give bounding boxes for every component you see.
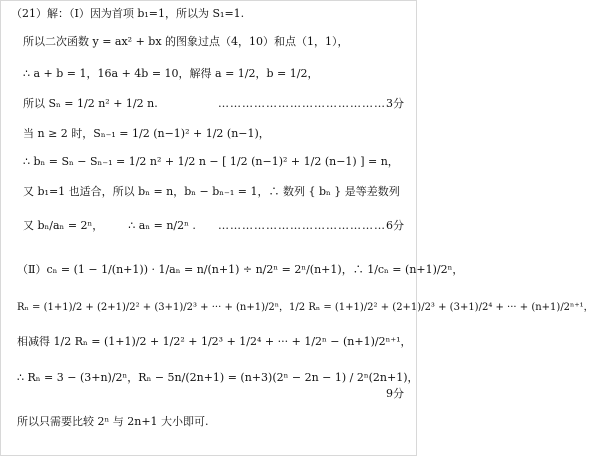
score-mark-3 [218, 97, 404, 111]
score-6-label: 6分 [386, 219, 404, 232]
dots-leader: …………………………………… [218, 97, 386, 110]
rn-series-text: Rₙ = (1+1)/2 + (2+1)/2² + (3+1)/2³ + ··· + (n+1)/2ⁿ，1/2 Rₙ = (1+1)/2² + (2+1)/2³ + (3+1)/2⁴ + ··· + (n+1)/2ⁿ⁺¹， [17, 302, 594, 313]
an-formula-text: ∴ aₙ = n/2ⁿ . [128, 219, 196, 232]
score-mark-6 [218, 219, 404, 233]
sn-formula-text: 所以 Sₙ = 1/2 n² + 1/2 n. [23, 97, 158, 110]
line-an-formula [23, 219, 196, 233]
bn-over-an-text: 又 bₙ/aₙ = 2ⁿ， [23, 219, 104, 232]
line-bn-derivation [23, 155, 399, 169]
line-function-statement [23, 35, 349, 49]
score-3-label: 3分 [386, 97, 404, 110]
line-rn-series [17, 301, 594, 315]
line-part-two-cn [17, 263, 463, 277]
score-mark-9 [386, 387, 404, 401]
line-subtraction [17, 335, 412, 349]
rn-result-text: ∴ Rₙ = 3 − (3+n)/2ⁿ，Rₙ − 5n/(2n+1) = (n+3)(2ⁿ − 2n − 1) / 2ⁿ(2n+1)， [17, 371, 419, 384]
dots-leader: …………………………………… [218, 219, 386, 232]
solve-ab-text: ∴ a + b = 1，16a + 4b = 10，解得 a = 1/2，b = 1/2， [23, 67, 319, 80]
subtraction-text: 相减得 1/2 Rₙ = (1+1)/2 + 1/2² + 1/2³ + 1/2⁴ + ··· + 1/2ⁿ − (n+1)/2ⁿ⁺¹， [17, 335, 412, 348]
line-conclusion [17, 415, 209, 429]
conclusion-text: 所以只需要比较 2ⁿ 与 2n+1 大小即可. [17, 415, 209, 428]
problem-header-text: （21）解：（Ⅰ）因为首项 b₁=1，所以为 S₁=1. [11, 7, 245, 20]
line-rn-result [17, 371, 419, 385]
line-sn-formula [23, 97, 158, 111]
bn-derivation-text: ∴ bₙ = Sₙ − Sₙ₋₁ = 1/2 n² + 1/2 n − [ 1/2 (n−1)² + 1/2 (n−1) ] = n， [23, 155, 399, 168]
line-problem-header [11, 7, 244, 21]
score-9-label: 9分 [386, 387, 404, 400]
line-sn-minus-1 [23, 127, 270, 141]
sn-minus-1-text: 当 n ≥ 2 时，Sₙ₋₁ = 1/2 (n−1)² + 1/2 (n−1)， [23, 127, 270, 140]
line-arithmetic-sequence [23, 185, 400, 199]
line-solve-ab [23, 67, 318, 81]
part-two-cn-text: （Ⅱ）cₙ = (1 − 1/(n+1)) · 1/aₙ = n/(n+1) ÷ n/2ⁿ = 2ⁿ/(n+1)，∴ 1/cₙ = (n+1)/2ⁿ， [17, 263, 464, 276]
function-statement-text: 所以二次函数 y = ax² + bx 的图象过点（4，10）和点（1，1）， [23, 35, 349, 48]
arithmetic-sequence-text: 又 b₁=1 也适合，所以 bₙ = n，bₙ − bₙ₋₁ = 1，∴ 数列 { bₙ } 是等差数列 [23, 185, 400, 198]
